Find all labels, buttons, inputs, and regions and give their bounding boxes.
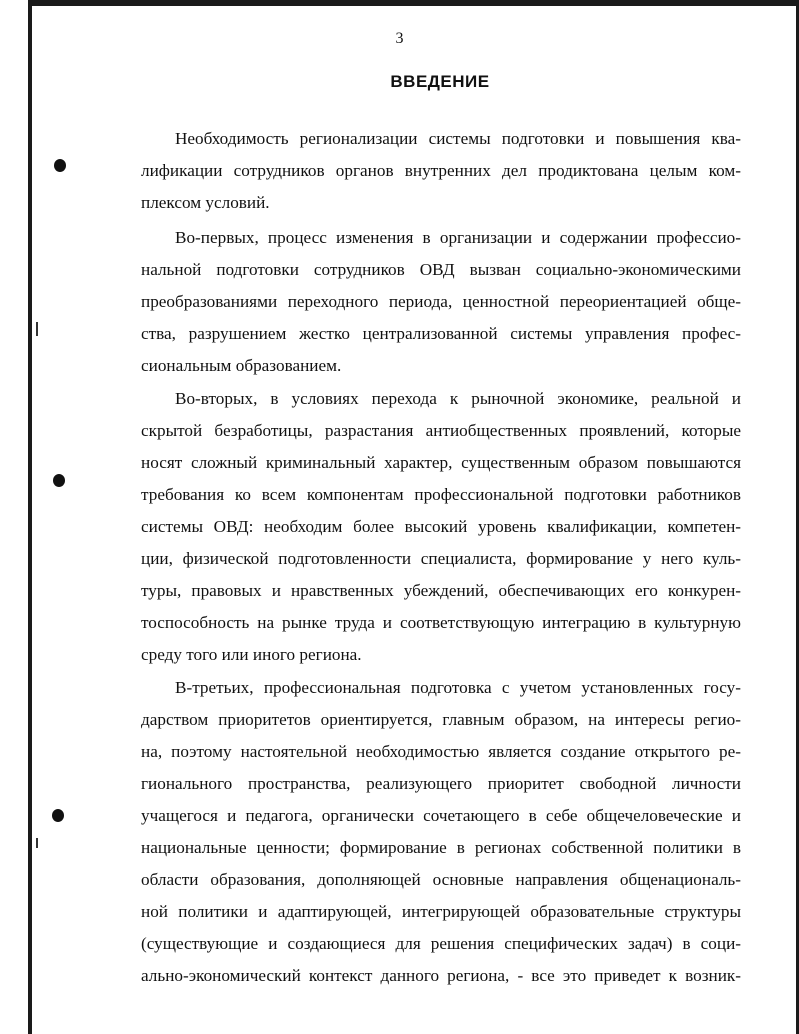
text-line: ально-экономический контекст данного региона, - все это приведет к возник- <box>141 966 741 985</box>
text-line: Во-первых, процесс изменения в организации и содержании профессио- <box>175 228 741 247</box>
text-line: преобразованиями переходного периода, ценностной переориентацией обще- <box>141 292 741 311</box>
text-line: ной политики и адаптирующей, интегрирующей образовательные структуры <box>141 902 741 921</box>
text-line: требования ко всем компонентам профессиональной подготовки работников <box>141 485 741 504</box>
scan-border-top <box>28 0 799 6</box>
section-heading: ВВЕДЕНИЕ <box>390 72 490 91</box>
text-line: Необходимость регионализации системы подготовки и повышения ква- <box>175 129 741 148</box>
binder-hole-mark <box>54 159 66 172</box>
text-line: среду того или иного региона. <box>141 645 362 664</box>
binder-hole-mark <box>53 474 65 487</box>
text-line: Во-вторых, в условиях перехода к рыночной экономике, реальной и <box>175 389 741 408</box>
text-line: (существующие и создающиеся для решения специфических задач) в соци- <box>141 934 741 953</box>
binder-hole-mark <box>52 809 64 822</box>
text-line: национальные ценности; формирование в регионах собственной политики в <box>141 838 741 857</box>
text-line: области образования, дополняющей основные направления общенациональ- <box>141 870 741 889</box>
page-number: 3 <box>395 30 404 47</box>
scan-border-left <box>28 0 32 1034</box>
text-line: плексом условий. <box>141 193 270 212</box>
text-line: учащегося и педагога, органически сочетающего в себе общечеловеческие и <box>141 806 741 825</box>
text-line: ства, разрушением жестко централизованной системы управления профес- <box>141 324 741 343</box>
text-line: лификации сотрудников органов внутренних дел продиктована целым ком- <box>141 161 741 180</box>
text-line: нальной подготовки сотрудников ОВД вызван социально-экономическими <box>141 260 741 279</box>
margin-mark <box>36 838 38 848</box>
text-line: на, поэтому настоятельной необходимостью является создание открытого ре- <box>141 742 741 761</box>
text-line: ции, физической подготовленности специалиста, формирование у него куль- <box>141 549 741 568</box>
text-line: скрытой безработицы, разрастания антиобщественных проявлений, которые <box>141 421 741 440</box>
text-line: дарством приоритетов ориентируется, главным образом, на интересы регио- <box>141 710 741 729</box>
text-line: тоспособность на рынке труда и соответствующую интеграцию в культурную <box>141 613 741 632</box>
text-line: носят сложный криминальный характер, существенным образом повышаются <box>141 453 741 472</box>
text-line: туры, правовых и нравственных убеждений, обеспечивающих его конкурен- <box>141 581 741 600</box>
margin-mark <box>36 322 38 336</box>
text-line: В-третьих, профессиональная подготовка с учетом установленных госу- <box>175 678 741 697</box>
text-line: гионального пространства, реализующего приоритет свободной личности <box>141 774 741 793</box>
text-line: системы ОВД: необходим более высокий уровень квалификации, компетен- <box>141 517 741 536</box>
text-line: сиональным образованием. <box>141 356 342 375</box>
